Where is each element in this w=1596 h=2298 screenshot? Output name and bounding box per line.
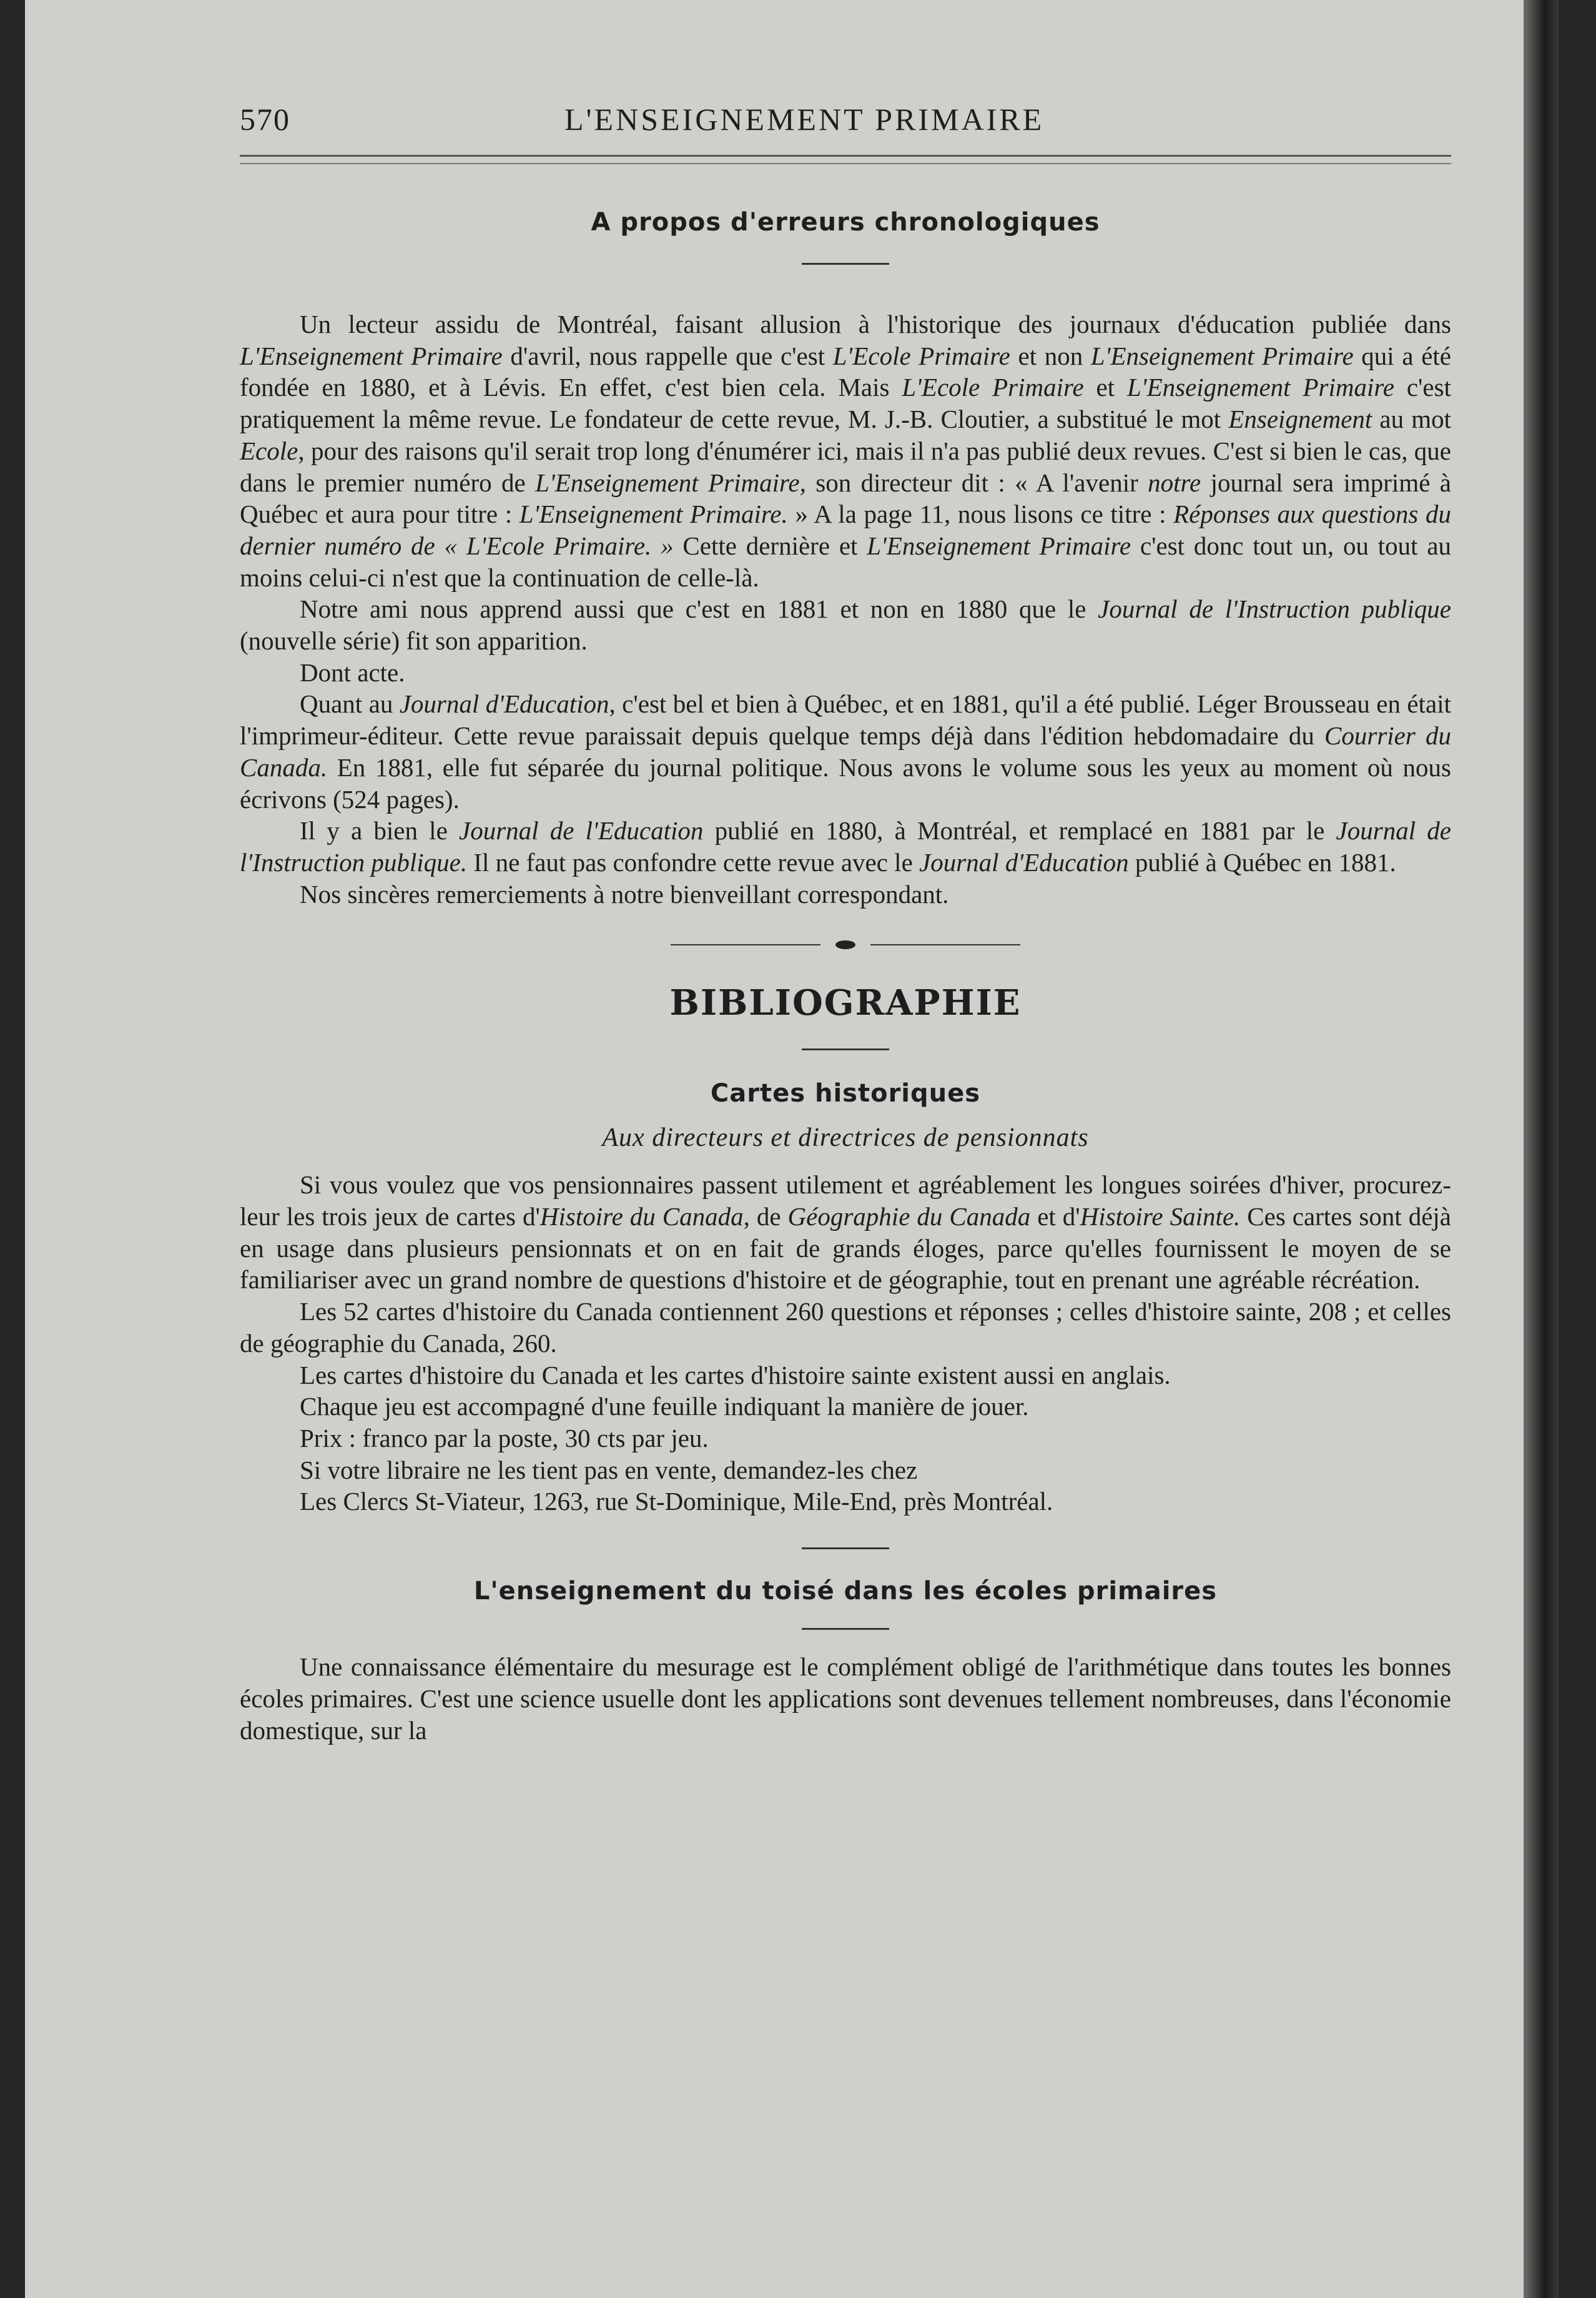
cartes-body — [240, 1169, 1451, 1517]
cartes-paragraph: Si votre libraire ne les tient pas en vente, demandez-les chez — [300, 1455, 918, 1484]
page-header — [240, 94, 1451, 144]
page-content — [240, 94, 1451, 1746]
cartes-paragraph: Les cartes d'histoire du Canada et les cartes d'histoire sainte existent aussi en anglais. — [300, 1360, 1171, 1389]
article-paragraph: Nos sincères remerciements à notre bienveillant correspondant. — [300, 879, 949, 909]
section-title-toise: L'enseignement du toisé dans les écoles primaires — [473, 1577, 1218, 1606]
article-paragraph: Quant au Journal d'Education, c'est bel et bien à Québec, et en 1881, qu'il a été publié. Léger Brousseau en était l'imprimeur-éditeur. Cette revue paraissait depuis quelque temps déjà dans l'édition hebdomadaire du Courrier du Canada. En 1881, elle fut séparée du journal politique. Nous avons le volume sous les yeux au moment où nous écrivons (524 pages). — [240, 689, 1451, 814]
article-body — [240, 308, 1451, 910]
article-paragraph: Notre ami nous apprend aussi que c'est en 1881 et non en 1880 que le Journal de l'Instruction publique (nouvelle série) fit son apparition. — [240, 594, 1451, 656]
section-ornament — [671, 939, 1020, 951]
ornament-line-right — [870, 944, 1020, 945]
toise-rule — [802, 1628, 889, 1630]
title-rule — [802, 263, 889, 265]
article-paragraph: Un lecteur assidu de Montréal, faisant allusion à l'historique des journaux d'éducation publiée dans L'Enseignement Primaire d'avril, nous rappelle que c'est L'Ecole Primaire et non L'Enseignement Primaire qui a été fondée en 1880, et à Lévis. En effet, c'est bien cela. Mais L'Ecole Primaire et L'Enseignement Primaire c'est pratiquement la même revue. Le fondateur de cette revue, M. J.-B. Cloutier, a substitué le mot Enseignement au mot Ecole, pour des raisons qu'il serait trop long d'énumérer ici, mais il n'a pas publié deux revues. C'est si bien le cas, que dans le premier numéro de L'Enseignement Primaire, son directeur dit : « A l'avenir notre journal sera imprimé à Québec et aura pour titre : L'Enseignement Primaire. » A la page 11, nous lisons ce titre : Réponses aux questions du dernier numéro de « L'Ecole Primaire. » Cette dernière et L'Enseignement Primaire c'est donc tout un, ou tout au moins celui-ci n'est que la continuation de celle-là. — [240, 310, 1452, 592]
toise-body — [240, 1651, 1451, 1746]
bibliography-title: BIBLIOGRAPHIE — [669, 982, 1022, 1024]
article-title: A propos d'erreurs chronologiques — [591, 208, 1100, 237]
article-paragraph: Dont acte. — [300, 658, 405, 687]
cartes-paragraph: Les 52 cartes d'histoire du Canada contiennent 260 questions et réponses ; celles d'histoire sainte, 208 ; et celles de géographie du Canada, 260. — [240, 1297, 1451, 1358]
toise-paragraph: Une connaissance élémentaire du mesurage est le complément obligé de l'arithmétique dans toutes les bonnes écoles primaires. C'est une science usuelle dont les applications sont devenues tellement nombreuses, dans l'économie domestique, sur la — [240, 1652, 1451, 1745]
section-subtitle: Aux directeurs et directrices de pensionnats — [602, 1123, 1089, 1153]
cartes-paragraph: Chaque jeu est accompagné d'une feuille indiquant la manière de jouer. — [300, 1392, 1029, 1421]
cartes-paragraph: Prix : franco par la poste, 30 cts par jeu. — [300, 1423, 709, 1452]
cartes-address: Les Clercs St-Viateur, 1263, rue St-Dominique, Mile-End, près Montréal. — [300, 1487, 1053, 1516]
section-divider — [802, 1547, 889, 1549]
ornament-line-left — [671, 944, 820, 945]
header-rule — [240, 155, 1451, 164]
section-title-cartes: Cartes historiques — [710, 1079, 981, 1108]
book-spine-shadow — [1524, 0, 1559, 2298]
running-title: L'ENSEIGNEMENT PRIMAIRE — [564, 102, 1045, 137]
article-paragraph: Il y a bien le Journal de l'Education publié en 1880, à Montréal, et remplacé en 1881 par le Journal de l'Instruction publique. Il ne faut pas confondre cette revue avec le Journal d'Education publié à Québec en 1881. — [240, 816, 1452, 877]
ornament-center-icon — [835, 940, 855, 949]
cartes-paragraph: Si vous voulez que vos pensionnaires passent utilement et agréablement les longues soirées d'hiver, procurez-leur les trois jeux de cartes d'Histoire du Canada, de Géographie du Canada et d'Histoire Sainte. Ces cartes sont déjà en usage dans plusieurs pensionnats et on en fait de grands éloges, parce qu'elles fournissent le moyen de se familiariser avec un grand nombre de questions d'histoire et de géographie, tout en prenant une agréable récréation. — [240, 1170, 1451, 1294]
page-number: 570 — [240, 102, 290, 137]
bibliography-rule — [802, 1048, 889, 1050]
